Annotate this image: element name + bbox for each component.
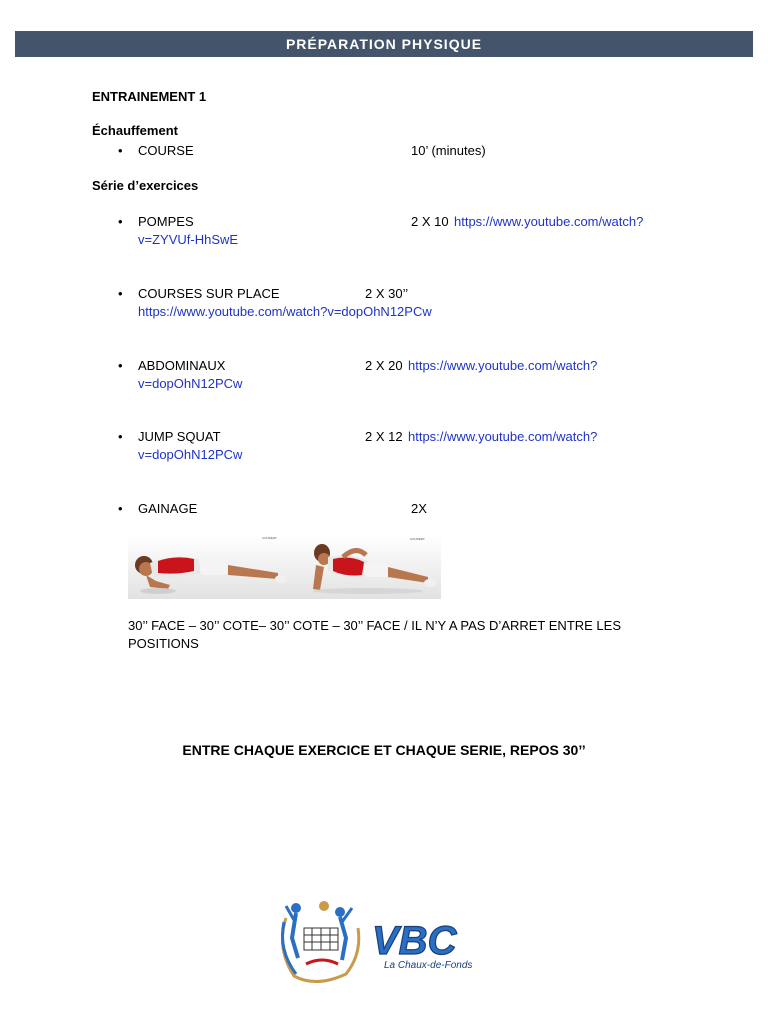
exercise-name: COURSES SUR PLACE	[138, 286, 280, 301]
warmup-heading: Échauffement	[92, 123, 178, 138]
exercise-video-link[interactable]: https://www.youtube.com/watch?	[408, 429, 598, 444]
warmup-exercise-name: COURSE	[138, 143, 194, 158]
exercise-video-link[interactable]: v=dopOhN12PCw	[138, 447, 243, 462]
rest-note: ENTRE CHAQUE EXERCICE ET CHAQUE SERIE, REPOS 30’’	[182, 742, 586, 758]
gainage-note: 30’’ FACE – 30’’ COTE– 30’’ COTE – 30’’ FACE / IL N’Y A PAS D’ARRET ENTRE LES	[128, 618, 621, 633]
bullet: •	[118, 143, 123, 158]
plank-illustration	[128, 535, 441, 599]
warmup-exercise-detail: 10’ (minutes)	[411, 143, 486, 158]
bullet: •	[118, 286, 123, 301]
volleyball-emblem-icon	[282, 901, 358, 982]
exercise-reps: 2 X 10	[411, 214, 449, 229]
logo-text: VBC	[372, 919, 457, 963]
exercise-video-link[interactable]: https://www.youtube.com/watch?v=dopOhN12PCw	[138, 304, 432, 319]
page-banner: PRÉPARATION PHYSIQUE	[15, 31, 753, 57]
exercise-video-link[interactable]: v=ZYVUf-HhSwE	[138, 232, 239, 247]
exercise-reps: 2 X 30’’	[365, 286, 409, 301]
exercise-video-link[interactable]: https://www.youtube.com/watch?	[454, 214, 644, 229]
svg-text:COUDERT: COUDERT	[410, 537, 425, 541]
svg-text:COUDERT: COUDERT	[262, 536, 277, 540]
bullet: •	[118, 501, 123, 516]
exercise-video-link[interactable]: v=dopOhN12PCw	[138, 376, 243, 391]
bullet: •	[118, 214, 123, 229]
logo-subtitle: La Chaux-de-Fonds	[384, 960, 473, 971]
exercise-video-link[interactable]: https://www.youtube.com/watch?	[408, 358, 598, 373]
exercise-name: POMPES	[138, 214, 194, 229]
gainage-note-continued: POSITIONS	[128, 636, 199, 651]
exercise-reps: 2 X 20	[365, 358, 403, 373]
vbc-logo	[276, 898, 496, 984]
exercise-name: JUMP SQUAT	[138, 429, 221, 444]
exercise-reps: 2X	[411, 501, 427, 516]
workout-title: ENTRAINEMENT 1	[92, 89, 207, 104]
bullet: •	[118, 429, 123, 444]
exercise-reps: 2 X 12	[365, 429, 403, 444]
exercise-name: ABDOMINAUX	[138, 358, 226, 373]
bullet: •	[118, 358, 123, 373]
series-heading: Série d’exercices	[92, 178, 199, 193]
exercise-name: GAINAGE	[138, 501, 198, 516]
